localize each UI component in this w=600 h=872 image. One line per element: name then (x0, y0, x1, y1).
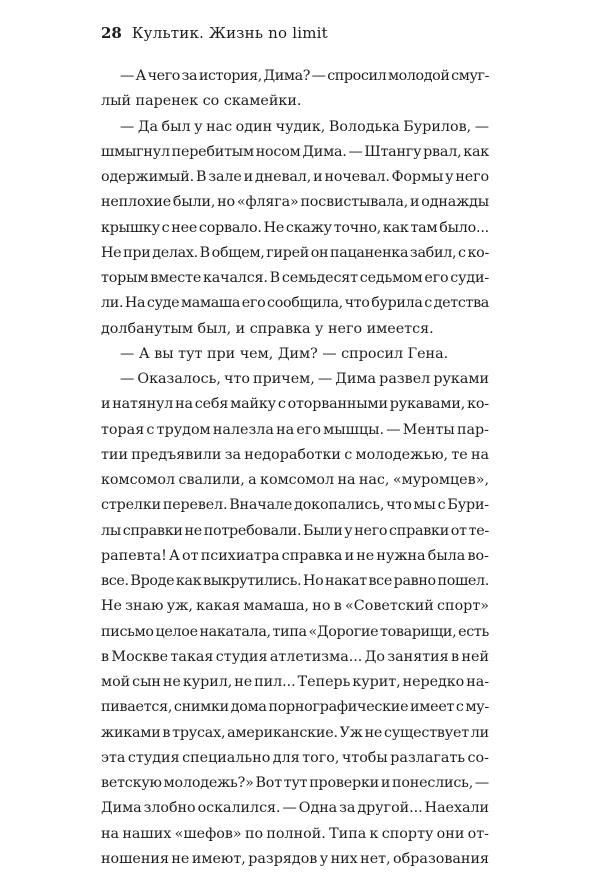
text-line: на наших «шефов» по полной. Типа к спорту они от- (101, 825, 489, 842)
text-line: — А чего за история, Дима? — спросил молодой смуг- (120, 68, 489, 84)
text-line: тии предъявили за недоработки с молодежью, те на (101, 446, 489, 463)
text-line: торая с трудом налезла на его мышцы. — Менты пар- (101, 421, 489, 438)
text-line: неплохие были, но «фляга» посвистывала, и однажды (101, 194, 489, 211)
text-line: все. Вроде как выкрутились. Но накат все равно пошел. (101, 573, 489, 589)
text-line: эта студия специально для того, чтобы разлагать со- (101, 749, 489, 766)
page-number: 28 (101, 24, 122, 42)
text-line: одержимый. В зале и дневал, и ночевал. Формы у него (101, 169, 489, 185)
text-line: рапевта! А от психиатра справка и не нужна была во- (101, 547, 489, 564)
text-line: Не знаю уж, какая мамаша, но в «Советский спорт» (101, 598, 489, 615)
text-line: крышку с нее сорвало. Не скажу точно, как там было... (101, 219, 489, 236)
text-line: ли. На суде мамаша его сообщила, что бурила с детства (101, 295, 489, 312)
text-line: жиками в трусах, американские. Уж не существует ли (101, 724, 489, 741)
text-line: лы справки не потребовали. Были у него справки от те- (101, 522, 489, 539)
text-line: Не при делах. В общем, гирей он пацаненка забил, с ко- (101, 244, 489, 261)
text-line: в Москве такая студия атлетизма... До занятия в ней (101, 648, 489, 665)
page-header (101, 24, 328, 42)
text-line: пивается, снимки дома порнографические имеет с му- (101, 699, 489, 716)
body-text (101, 64, 489, 872)
text-line: стрелки перевел. Вначале докопались, что мы с Бури- (101, 497, 489, 514)
text-line: письмо целое накатала, типа «Дорогие товарищи, есть (101, 623, 489, 640)
text-line: ношения не имеют, разрядов у них нет, образования (101, 850, 489, 867)
text-line: ветскую молодежь?» Вот тут проверки и понеслись, — (101, 775, 489, 791)
text-line: — А вы тут при чем, Дим? — спросил Гена. (120, 345, 449, 362)
text-line: лый паренек со скамейки. (101, 93, 302, 110)
text-line: шмыгнул перебитым носом Дима. — Штангу рвал, как (101, 143, 489, 160)
text-line: Дима злобно оскалился. — Одна за другой... Наехали (101, 800, 489, 817)
text-line: — Да был у нас один чудик, Володька Бурилов, — (120, 118, 489, 135)
text-line: и натянул на себя майку с оторванными рукавами, ко- (101, 396, 489, 413)
text-line: — Оказалось, что причем, — Дима развел руками (120, 371, 489, 387)
running-title: Культик. Жизнь no limit (131, 24, 328, 42)
text-line: мой сын не курил, не пил... Теперь курит, нередко на- (101, 674, 489, 690)
text-line: торым вместе качался. В семьдесят седьмом его суди- (101, 270, 489, 286)
text-line: комсомол свалили, а комсомол на нас, «муромцев», (101, 472, 489, 488)
text-line: долбанутым был, и справка у него имеется. (101, 320, 434, 337)
